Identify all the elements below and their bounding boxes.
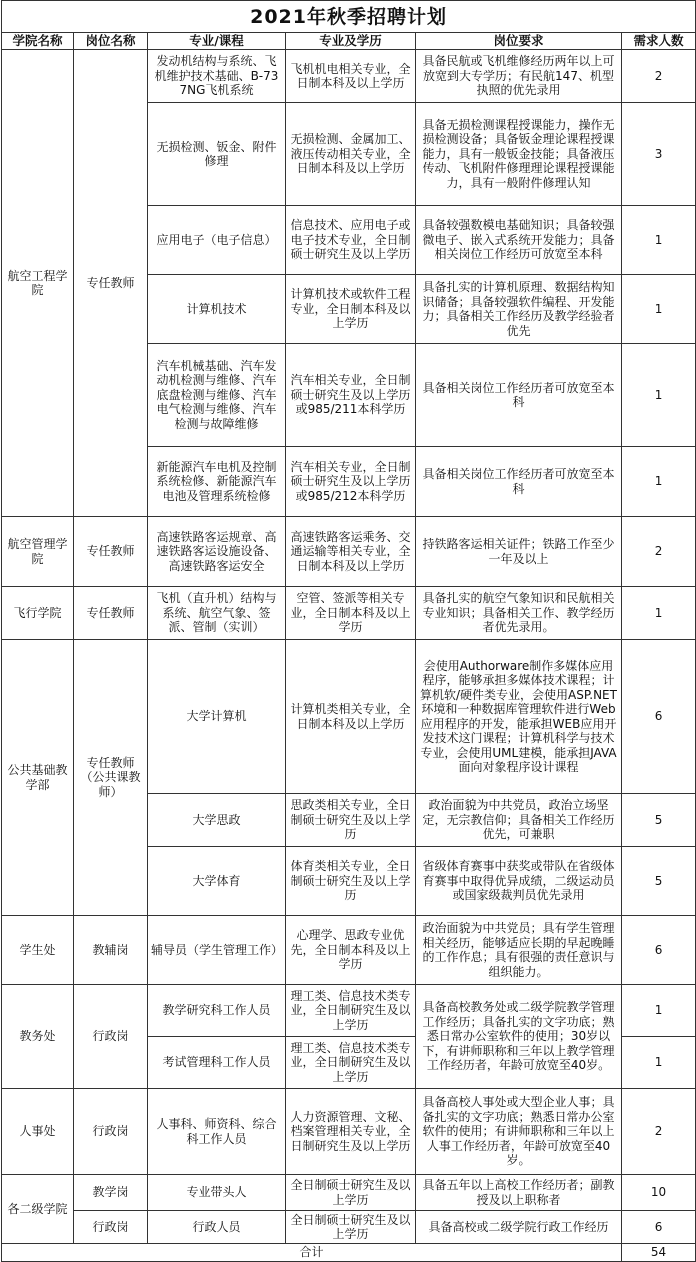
page-title: 2021年秋季招聘计划 — [2, 1, 696, 33]
position-cell: 行政岗 — [74, 1211, 148, 1244]
table-row — [2, 1175, 696, 1211]
table-row — [2, 50, 696, 103]
position-cell: 教学岗 — [74, 1175, 148, 1211]
header-requirement: 岗位要求 — [416, 33, 622, 50]
course-cell: 大学体育 — [148, 847, 286, 916]
college-cell: 各二级学院 — [2, 1175, 74, 1244]
recruitment-table — [1, 0, 696, 1262]
count-cell: 1 — [622, 206, 696, 275]
header-major: 专业及学历 — [286, 33, 416, 50]
major-cell: 理工类、信息技术类专业，全日制研究生及以上学历 — [286, 1037, 416, 1089]
course-cell: 大学思政 — [148, 794, 286, 847]
count-cell: 6 — [622, 640, 696, 794]
count-cell: 6 — [622, 1211, 696, 1244]
position-cell: 专任教师 — [74, 50, 148, 517]
count-cell: 10 — [622, 1175, 696, 1211]
table-row — [2, 1211, 696, 1244]
requirement-cell: 政治面貌为中共党员；具有学生管理相关经历，能够适应长期的早起晚睡的工作作息；具有很强的责任意识与组织能力。 — [416, 916, 622, 985]
college-cell: 教务处 — [2, 985, 74, 1089]
count-cell: 1 — [622, 587, 696, 640]
header-count: 需求人数 — [622, 33, 696, 50]
major-cell: 人力资源管理、文秘、档案管理相关专业，全日制研究生及以上学历 — [286, 1089, 416, 1175]
requirement-cell: 具备高校教务处或二级学院教学管理工作经历；具备扎实的文字功底；熟悉日常办公室软件的使用；30岁以下，有讲师职称和三年以上教学管理工作经历者，年龄可放宽至40岁。 — [416, 985, 622, 1089]
total-label: 合计 — [2, 1244, 622, 1262]
position-cell: 行政岗 — [74, 985, 148, 1089]
requirement-cell: 具备民航或飞机维修经历两年以上可放宽到大专学历；有民航147、机型执照的优先录用 — [416, 50, 622, 103]
course-cell: 大学计算机 — [148, 640, 286, 794]
college-cell: 航空管理学院 — [2, 517, 74, 587]
requirement-cell: 省级体育赛事中获奖或带队在省级体育赛事中取得优异成绩，二级运动员或国家级裁判员优先录用 — [416, 847, 622, 916]
major-cell: 计算机类相关专业，全日制本科及以上学历 — [286, 640, 416, 794]
major-cell: 汽车相关专业，全日制硕士研究生及以上学历或985/212本科学历 — [286, 447, 416, 517]
count-cell: 2 — [622, 1089, 696, 1175]
requirement-cell: 具备高校人事处或大型企业人事；具备扎实的文字功底；熟悉日常办公室软件的使用；有讲师职称和三年以上人事工作经历者，年龄可放宽至40岁。 — [416, 1089, 622, 1175]
count-cell: 3 — [622, 103, 696, 206]
requirement-cell: 会使用Authorware制作多媒体应用程序，能够承担多媒体技术课程；计算机软/硬件类专业，会使用ASP.NET环境和一种数据库管理软件进行Web应用程序的开发，能承担WEB应用开发技术这门课程；计算机科学与技术专业，会使用UML建模，能承担JAVA面向对象程序设计课程 — [416, 640, 622, 794]
requirement-cell: 具备相关岗位工作经历者可放宽至本科 — [416, 447, 622, 517]
course-cell: 辅导员（学生管理工作） — [148, 916, 286, 985]
count-cell: 6 — [622, 916, 696, 985]
header-college: 学院名称 — [2, 33, 74, 50]
course-cell: 新能源汽车电机及控制系统检修、新能源汽车电池及管理系统检修 — [148, 447, 286, 517]
major-cell: 思政类相关专业，全日制硕士研究生及以上学历 — [286, 794, 416, 847]
major-cell: 无损检测、金属加工、液压传动相关专业，全日制本科及以上学历 — [286, 103, 416, 206]
course-cell: 汽车机械基础、汽车发动机检测与维修、汽车底盘检测与维修、汽车电气检测与维修、汽车检测与故障维修 — [148, 344, 286, 447]
header-course: 专业/课程 — [148, 33, 286, 50]
major-cell: 体育类相关专业，全日制硕士研究生及以上学历 — [286, 847, 416, 916]
table-row — [2, 916, 696, 985]
college-cell: 学生处 — [2, 916, 74, 985]
requirement-cell: 具备无损检测课程授课能力，操作无损检测设备；具备钣金理论课程授课能力，具有一般钣金技能；具备液压传动、飞机附件修理理论课程授课能力，具有一般附件修理认知 — [416, 103, 622, 206]
course-cell: 人事科、师资科、综合科工作人员 — [148, 1089, 286, 1175]
major-cell: 飞机机电相关专业，全日制本科及以上学历 — [286, 50, 416, 103]
requirement-cell: 具备扎实的计算机原理、数据结构知识储备；具备较强软件编程、开发能力；具备相关工作经历及教学经验者优先 — [416, 275, 622, 344]
requirement-cell: 具备扎实的航空气象知识和民航相关专业知识；具备相关工作、教学经历者优先录用。 — [416, 587, 622, 640]
count-cell: 1 — [622, 985, 696, 1037]
requirement-cell: 政治面貌为中共党员，政治立场坚定，无宗教信仰；具备相关工作经历优先，可兼职 — [416, 794, 622, 847]
position-cell: 专任教师 — [74, 587, 148, 640]
position-cell: 行政岗 — [74, 1089, 148, 1175]
major-cell: 全日制硕士研究生及以上学历 — [286, 1175, 416, 1211]
table-row — [2, 587, 696, 640]
header-row — [2, 33, 696, 50]
position-cell: 专任教师（公共课教师） — [74, 640, 148, 916]
major-cell: 理工类、信息技术类专业，全日制研究生及以上学历 — [286, 985, 416, 1037]
college-cell: 人事处 — [2, 1089, 74, 1175]
course-cell: 考试管理科工作人员 — [148, 1037, 286, 1089]
major-cell: 汽车相关专业，全日制硕士研究生及以上学历或985/211本科学历 — [286, 344, 416, 447]
count-cell: 1 — [622, 1037, 696, 1089]
count-cell: 5 — [622, 847, 696, 916]
requirement-cell: 具备高校或二级学院行政工作经历 — [416, 1211, 622, 1244]
table-row — [2, 517, 696, 587]
course-cell: 行政人员 — [148, 1211, 286, 1244]
requirement-cell: 具备五年以上高校工作经历者；副教授及以上职称者 — [416, 1175, 622, 1211]
requirement-cell: 持铁路客运相关证件；铁路工作至少一年及以上 — [416, 517, 622, 587]
table-row — [2, 985, 696, 1037]
course-cell: 应用电子（电子信息） — [148, 206, 286, 275]
count-cell: 1 — [622, 275, 696, 344]
major-cell: 高速铁路客运乘务、交通运输等相关专业，全日制本科及以上学历 — [286, 517, 416, 587]
course-cell: 飞机（直升机）结构与系统、航空气象、签派、管制（实训） — [148, 587, 286, 640]
course-cell: 发动机结构与系统、飞机维护技术基础、B-737NG飞机系统 — [148, 50, 286, 103]
course-cell: 专业带头人 — [148, 1175, 286, 1211]
count-cell: 1 — [622, 344, 696, 447]
total-row — [2, 1244, 696, 1262]
course-cell: 高速铁路客运规章、高速铁路客运设施设备、高速铁路客运安全 — [148, 517, 286, 587]
college-cell: 飞行学院 — [2, 587, 74, 640]
position-cell: 专任教师 — [74, 517, 148, 587]
total-value: 54 — [622, 1244, 696, 1262]
count-cell: 1 — [622, 447, 696, 517]
count-cell: 5 — [622, 794, 696, 847]
major-cell: 全日制硕士研究生及以上学历 — [286, 1211, 416, 1244]
requirement-cell: 具备较强数模电基础知识；具备较强微电子、嵌入式系统开发能力；具备相关岗位工作经历可放宽至本科 — [416, 206, 622, 275]
course-cell: 计算机技术 — [148, 275, 286, 344]
major-cell: 空管、签派等相关专业，全日制本科及以上学历 — [286, 587, 416, 640]
count-cell: 2 — [622, 517, 696, 587]
major-cell: 信息技术、应用电子或电子技术专业，全日制硕士研究生及以上学历 — [286, 206, 416, 275]
position-cell: 教辅岗 — [74, 916, 148, 985]
major-cell: 心理学、思政专业优先，全日制本科及以上学历 — [286, 916, 416, 985]
table-row — [2, 640, 696, 794]
requirement-cell: 具备相关岗位工作经历者可放宽至本科 — [416, 344, 622, 447]
count-cell: 2 — [622, 50, 696, 103]
major-cell: 计算机技术或软件工程专业，全日制本科及以上学历 — [286, 275, 416, 344]
college-cell: 公共基础教学部 — [2, 640, 74, 916]
college-cell: 航空工程学院 — [2, 50, 74, 517]
course-cell: 无损检测、钣金、附件修理 — [148, 103, 286, 206]
header-position: 岗位名称 — [74, 33, 148, 50]
table-row — [2, 1089, 696, 1175]
course-cell: 教学研究科工作人员 — [148, 985, 286, 1037]
